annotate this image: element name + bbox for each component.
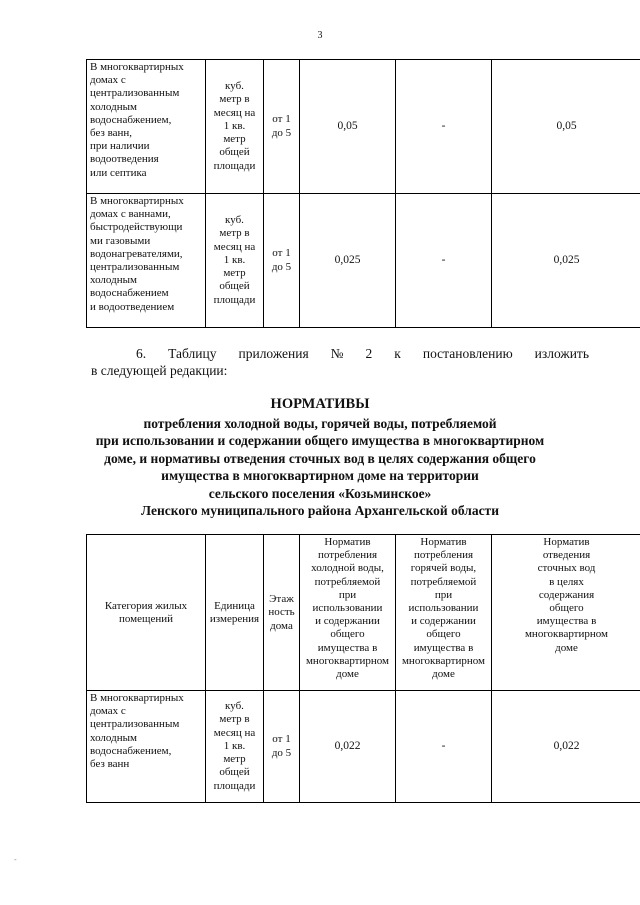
header-hot-water [396,535,492,691]
cell-line: метр [223,267,246,280]
cell-line: водоснабжением, [90,744,172,757]
cell-line: общего [426,628,461,641]
cell-line: В многоквартирных [90,195,184,207]
unit-cell [206,691,264,803]
cell-line: централизованным [90,87,180,100]
cell-line: метр в [219,713,250,726]
cell-line: горячей воды, [410,562,477,575]
cell-line: Единица [214,599,255,612]
cell-line: домах с [90,705,126,718]
cell-line: метр в [219,93,250,106]
clause-word: изложить [534,346,589,361]
heading-line: потребления холодной воды, горячей воды, потребляемой [143,415,497,431]
cell-line: от 1 [272,733,291,746]
cell-line: В многоквартирных [90,692,184,704]
header-unit [206,535,264,691]
cell-line: использовании [312,602,383,615]
clause-word: приложения [238,346,309,361]
cell-line: площади [213,293,256,306]
cell-line: холодной воды, [311,562,384,575]
cell-line: доме [432,668,455,681]
cell-line: Норматив [324,536,371,548]
cell-line: общей [219,766,250,779]
cell-line: от 1 [272,247,291,260]
category-cell [87,60,206,194]
clause-number: 6. [136,346,147,361]
cell-line: куб. [225,214,244,227]
cell-line: площади [213,159,256,172]
cell-line: быстродействующи [90,221,183,234]
table-row [87,691,640,803]
cell-line: многоквартирном [305,654,390,667]
cell-line: общего [330,628,365,641]
header-floors [264,535,300,691]
cell-line: измерения [209,613,260,625]
cell-line: сточных вод [537,562,596,575]
cell-line: метр [223,133,246,146]
cell-line: потребления [413,549,474,562]
heading-title: НОРМАТИВЫ [270,396,370,412]
cell-line: потребления [317,549,378,562]
cell-line: в целях [549,575,584,588]
margin-mark: - [14,855,17,864]
cell-line: ность [268,606,295,619]
cell-line: водоснабжением, [90,113,172,126]
floors-cell [264,194,300,328]
cold-water-value: 0,022 [300,691,396,803]
cell-line: холодным [90,100,137,113]
page-number: 3 [317,30,323,41]
norms-table [86,534,640,803]
cell-line: Норматив [420,536,467,548]
cell-line: имущества в [413,641,474,654]
cold-water-value: 0,05 [300,60,396,194]
heading-line: при использовании и содержании общего имущества в многоквартирном [95,433,545,448]
category-cell [87,691,206,803]
cell-line: холодным [90,274,137,287]
cell-line: отведения [542,549,591,562]
hot-water-value: - [396,60,492,194]
cell-line: без ванн, [90,127,133,140]
table-row [87,60,640,194]
cell-line: до 5 [271,746,292,759]
cell-line: Этаж [269,593,294,606]
cell-line: 1 кв. [223,739,246,752]
cell-line: или септика [90,166,147,179]
heading-line: Ленского муниципального района Архангельской области [141,503,499,518]
cell-line: от 1 [272,113,291,126]
cell-line: при [434,588,453,601]
clause-paragraph [91,345,589,379]
wastewater-value: 0,05 [492,60,640,194]
floors-cell [264,691,300,803]
cell-line: 1 кв. [223,253,246,266]
cell-line: при наличии [90,140,150,153]
cell-line: домах с [90,74,126,87]
hot-water-value: - [396,194,492,328]
table1-body [87,60,640,328]
cell-line: потребляемой [410,575,477,588]
cell-line: и водоотведением [90,300,175,313]
cell-line: централизованным [90,261,180,274]
clause-word: постановлению [422,346,513,361]
clause-word: 2 [365,346,373,361]
unit-cell [206,60,264,194]
heading-line: сельского поселения «Козьминское» [208,485,432,501]
cell-line: месяц на [213,240,256,253]
cell-line: многоквартирном [401,654,486,667]
cell-line: холодным [90,731,137,744]
cell-line: потребляемой [314,575,381,588]
cell-line: метр [223,753,246,766]
table2-header [87,535,640,691]
cell-line: централизованным [90,718,180,731]
cell-line: В многоквартирных [90,61,184,73]
cell-line: водоотведения [90,153,159,166]
category-cell [87,194,206,328]
norms-table-continued [86,59,640,328]
norms-heading [0,396,640,520]
cell-line: куб. [225,700,244,713]
cell-line: общей [219,146,250,159]
hot-water-value: - [396,691,492,803]
cell-line: имущества в [536,615,597,628]
cell-line: многоквартирном [524,628,609,641]
cell-line: до 5 [271,126,292,139]
cell-line: и содержании [411,615,476,628]
cell-line: доме [555,641,578,654]
clause-word: Таблицу [168,346,217,361]
cell-line: Категория жилых [104,599,188,612]
cell-line: дома [270,619,293,632]
clause-word: к [394,346,401,361]
cell-line: метр в [219,227,250,240]
heading-line: имущества в многоквартирном доме на территории [161,468,479,483]
cell-line: без ванн [90,758,130,771]
header-category [87,535,206,691]
cell-line: ми газовыми [90,234,151,247]
cell-line: водоснабжением [90,287,169,300]
header-wastewater [492,535,640,691]
cell-line: месяц на [213,726,256,739]
cell-line: 1 кв. [223,119,246,132]
cell-line: Норматив [543,536,590,548]
cell-line: имущества в [317,641,378,654]
cold-water-value: 0,025 [300,194,396,328]
floors-cell [264,60,300,194]
cell-line: доме [336,668,359,681]
cell-line: площади [213,779,256,792]
heading-line: доме, и нормативы отведения сточных вод в целях содержания общего [104,450,536,466]
cell-line: использовании [408,602,479,615]
cell-line: до 5 [271,260,292,273]
header-row [87,535,640,691]
unit-cell [206,194,264,328]
header-cold-water [300,535,396,691]
cell-line: и содержании [315,615,380,628]
cell-line: содержания [538,588,595,601]
cell-line: помещений [118,613,174,625]
clause-word: № [330,346,344,361]
wastewater-value: 0,022 [492,691,640,803]
table2-body [87,691,640,803]
clause-first-line [91,345,589,362]
cell-line: общего [549,602,584,615]
cell-line: домах с ваннами, [90,208,171,221]
cell-line: месяц на [213,106,256,119]
clause-continuation: в следующей редакции: [91,363,228,378]
table-row [87,194,640,328]
cell-line: при [338,588,357,601]
cell-line: общей [219,280,250,293]
cell-line: куб. [225,80,244,93]
cell-line: водонагревателями, [90,247,183,260]
wastewater-value: 0,025 [492,194,640,328]
